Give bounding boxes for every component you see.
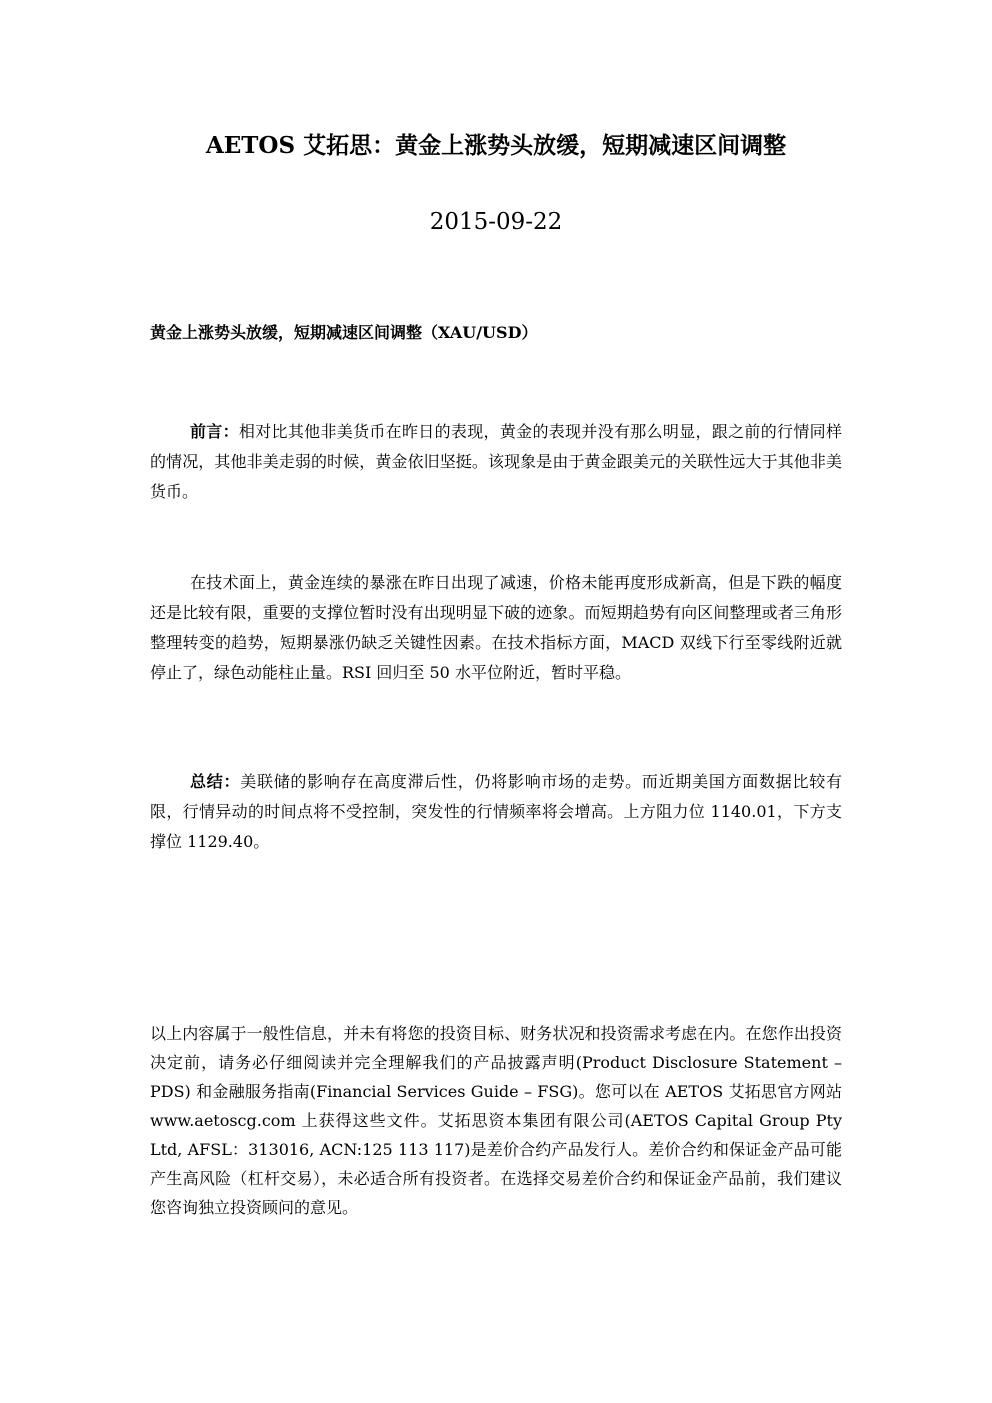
disclaimer-paragraph: 以上内容属于一般性信息，并未有将您的投资目标、财务状况和投资需求考虑在内。在您作出投资决定前，请务必仔细阅读并完全理解我们的产品披露声明(Product Disclosure Statement – PDS) 和金融服务指南(Financial Services Guide – FSG)。您可以在 AETOS 艾拓思官方网站 www.aetoscg.com 上获得这些文件。艾拓思资本集团有限公司(AETOS Capital Group Pty Ltd, AFSL：313016, ACN:125 113 117)是差价合约产品发行人。差价合约和保证金产品可能产生高风险（杠杆交易），未必适合所有投资者。在选择交易差价合约和保证金产品前，我们建议您咨询独立投资顾问的意见。 (150, 1024, 842, 1217)
summary-label: 总结： (190, 772, 241, 791)
summary-paragraph (150, 767, 842, 857)
technical-paragraph: 在技术面上，黄金连续的暴涨在昨日出现了减速，价格未能再度形成新高，但是下跌的幅度还是比较有限，重要的支撑位暂时没有出现明显下破的迹象。而短期趋势有向区间整理或者三角形整理转变的趋势，短期暴涨仍缺乏关键性因素。在技术指标方面，MACD 双线下行至零线附近就停止了，绿色动能柱止量。RSI 回归至 50 水平位附近，暂时平稳。 (150, 573, 842, 682)
intro-text: 相对比其他非美货币在昨日的表现，黄金的表现并没有那么明显，跟之前的行情同样的情况，其他非美走弱的时候，黄金依旧坚挺。该现象是由于黄金跟美元的关联性远大于其他非美货币。 (150, 422, 842, 501)
section-heading: 黄金上涨势头放缓，短期减速区间调整（XAU/USD） (150, 323, 538, 342)
intro-label: 前言： (190, 422, 239, 441)
document-date: 2015-09-22 (429, 209, 563, 235)
document-title: AETOS 艾拓思：黄金上涨势头放缓，短期减速区间调整 (205, 132, 787, 159)
intro-paragraph (150, 417, 842, 507)
summary-text: 美联储的影响存在高度滞后性，仍将影响市场的走势。而近期美国方面数据比较有限，行情异动的时间点将不受控制，突发性的行情频率将会增高。上方阻力位 1140.01，下方支撑位 1129.40。 (150, 772, 842, 851)
